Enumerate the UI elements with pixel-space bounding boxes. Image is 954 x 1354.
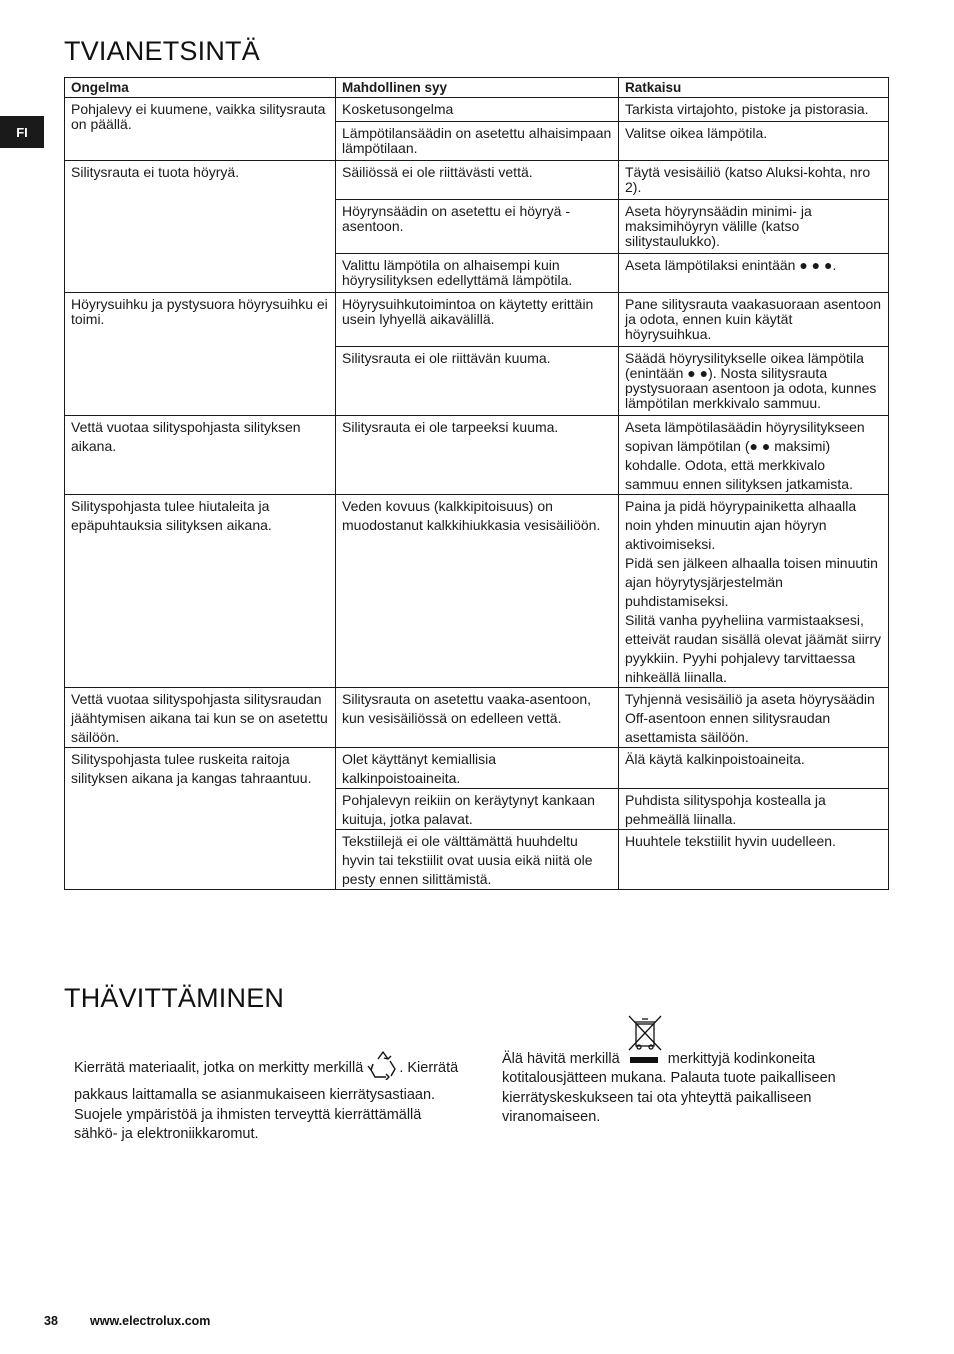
problem-cell: Höyrysuihku ja pystysuora höyrysuihku ei toimi. bbox=[65, 293, 336, 416]
recycling-text-start: Kierrätä materiaalit, jotka on merkitty merkillä bbox=[74, 1060, 364, 1076]
troubleshooting-table bbox=[64, 77, 889, 890]
table-row bbox=[65, 98, 889, 122]
solution-cell: Aseta lämpötilaksi enintään ● ● ●. bbox=[619, 254, 889, 293]
cause-cell: Säiliössä ei ole riittävästi vettä. bbox=[336, 161, 619, 200]
cause-cell: Silitysrauta ei ole riittävän kuuma. bbox=[336, 347, 619, 416]
page-title: TVIANETSINTÄ bbox=[64, 36, 260, 66]
solution-cell: Täytä vesisäiliö (katso Aluksi-kohta, nro 2). bbox=[619, 161, 889, 200]
weee-paragraph bbox=[502, 1050, 862, 1128]
table-row bbox=[65, 416, 889, 495]
cause-cell: Veden kovuus (kalkkipitoisuus) on muodostanut kalkkihiukkasia vesisäiliöön. bbox=[336, 495, 619, 688]
cause-cell: Höyrysuihkutoimintoa on käytetty erittäin usein lyhyellä aikavälillä. bbox=[336, 293, 619, 347]
disposal-title: THÄVITTÄMINEN bbox=[64, 983, 285, 1013]
cause-cell: Silitysrauta ei ole tarpeeksi kuuma. bbox=[336, 416, 619, 495]
weee-text-end: merkittyjä kodinkoneita kotitalousjätteen mukana. Palauta tuote paikalliseen kierrätyskeskukseen tai ota yhteyttä paikalliseen viranomaiseen. bbox=[502, 1051, 836, 1126]
recycle-icon bbox=[367, 1050, 399, 1086]
table-row bbox=[65, 495, 889, 688]
recycling-text-end: . Kierrätä pakkaus laittamalla se asianmukaiseen kierrätysastiaan. Suojele ympäristöä ja ihmisten terveyttä kierrättämällä sähkö- ja elektroniikkaromut. bbox=[74, 1060, 459, 1143]
recycling-paragraph bbox=[74, 1050, 464, 1145]
page-number: 38 bbox=[44, 1314, 58, 1328]
solution-cell: Tarkista virtajohto, pistoke ja pistorasia. bbox=[619, 98, 889, 122]
header-cause: Mahdollinen syy bbox=[336, 78, 619, 98]
solution-cell: Pane silitysrauta vaakasuoraan asentoon ja odota, ennen kuin käytät höyrysuihkua. bbox=[619, 293, 889, 347]
table-row bbox=[65, 161, 889, 200]
cause-cell: Silitysrauta on asetettu vaaka-asentoon, kun vesisäiliössä on edelleen vettä. bbox=[336, 688, 619, 748]
weee-bar-icon bbox=[630, 1057, 658, 1063]
solution-cell: Aseta höyrynsäädin minimi- ja maksimihöyryn välille (katso silitystaulukko). bbox=[619, 200, 889, 254]
solution-cell: Säädä höyrysilitykselle oikea lämpötila (enintään ● ●). Nosta silitysrauta pystysuoraan asentoon ja odota, kunnes lämpötilan merkkivalo sammuu. bbox=[619, 347, 889, 416]
website-link[interactable]: www.electrolux.com bbox=[90, 1314, 211, 1328]
cause-cell: Pohjalevyn reikiin on keräytynyt kankaan kuituja, jotka palavat. bbox=[336, 789, 619, 830]
troubleshooting-body bbox=[65, 98, 889, 890]
solution-cell: Aseta lämpötilasäädin höyrysilitykseen sopivan lämpötilan (● ● maksimi) kohdalle. Odota, että merkkivalo sammuu ennen silityksen jatkamista. bbox=[619, 416, 889, 495]
cause-cell: Olet käyttänyt kemiallisia kalkinpoistoaineita. bbox=[336, 748, 619, 789]
table-row bbox=[65, 688, 889, 748]
problem-cell: Vettä vuotaa silityspohjasta silityksen aikana. bbox=[65, 416, 336, 495]
solution-cell: Tyhjennä vesisäiliö ja aseta höyrysäädin Off-asentoon ennen silitysraudan asettamista säilöön. bbox=[619, 688, 889, 748]
weee-text-start: Älä hävitä merkillä bbox=[502, 1051, 620, 1067]
cause-cell: Kosketusongelma bbox=[336, 98, 619, 122]
cause-cell: Tekstiilejä ei ole välttämättä huuhdeltu hyvin tai tekstiilit ovat uusia eikä niitä ole pesty ennen silittämistä. bbox=[336, 830, 619, 890]
header-solution: Ratkaisu bbox=[619, 78, 889, 98]
solution-cell: Valitse oikea lämpötila. bbox=[619, 122, 889, 161]
table-row bbox=[65, 293, 889, 347]
problem-cell: Vettä vuotaa silityspohjasta silitysraudan jäähtymisen aikana tai kun se on asetettu säilöön. bbox=[65, 688, 336, 748]
header-problem: Ongelma bbox=[65, 78, 336, 98]
problem-cell: Silityspohjasta tulee ruskeita raitoja silityksen aikana ja kangas tahraantuu. bbox=[65, 748, 336, 890]
cause-cell: Valittu lämpötila on alhaisempi kuin höyrysilityksen edellyttämä lämpötila. bbox=[336, 254, 619, 293]
solution-cell: Paina ja pidä höyrypainiketta alhaalla noin yhden minuutin ajan höyryn aktivoimiseksi. Pidä sen jälkeen alhaalla toisen minuutin ajan höyrytysjärjestelmän puhdistamiseksi. Silitä vanha pyyheliina varmistaaksesi, etteivät raudan sisällä olevat jäämät siirry pyykkiin. Pyyhi pohjalevy tarvittaessa nihkeällä liinalla. bbox=[619, 495, 889, 688]
cause-cell: Höyrynsäädin on asetettu ei höyryä -asentoon. bbox=[336, 200, 619, 254]
table-row bbox=[65, 748, 889, 789]
solution-cell: Älä käytä kalkinpoistoaineita. bbox=[619, 748, 889, 789]
problem-cell: Pohjalevy ei kuumene, vaikka silitysrauta on päällä. bbox=[65, 98, 336, 161]
language-tab: FI bbox=[0, 116, 44, 148]
solution-cell: Huuhtele tekstiilit hyvin uudelleen. bbox=[619, 830, 889, 890]
solution-cell: Puhdista silityspohja kostealla ja pehmeällä liinalla. bbox=[619, 789, 889, 830]
cause-cell: Lämpötilansäädin on asetettu alhaisimpaan lämpötilaan. bbox=[336, 122, 619, 161]
problem-cell: Silitysrauta ei tuota höyryä. bbox=[65, 161, 336, 293]
problem-cell: Silityspohjasta tulee hiutaleita ja epäpuhtauksia silityksen aikana. bbox=[65, 495, 336, 688]
table-header-row bbox=[65, 78, 889, 98]
